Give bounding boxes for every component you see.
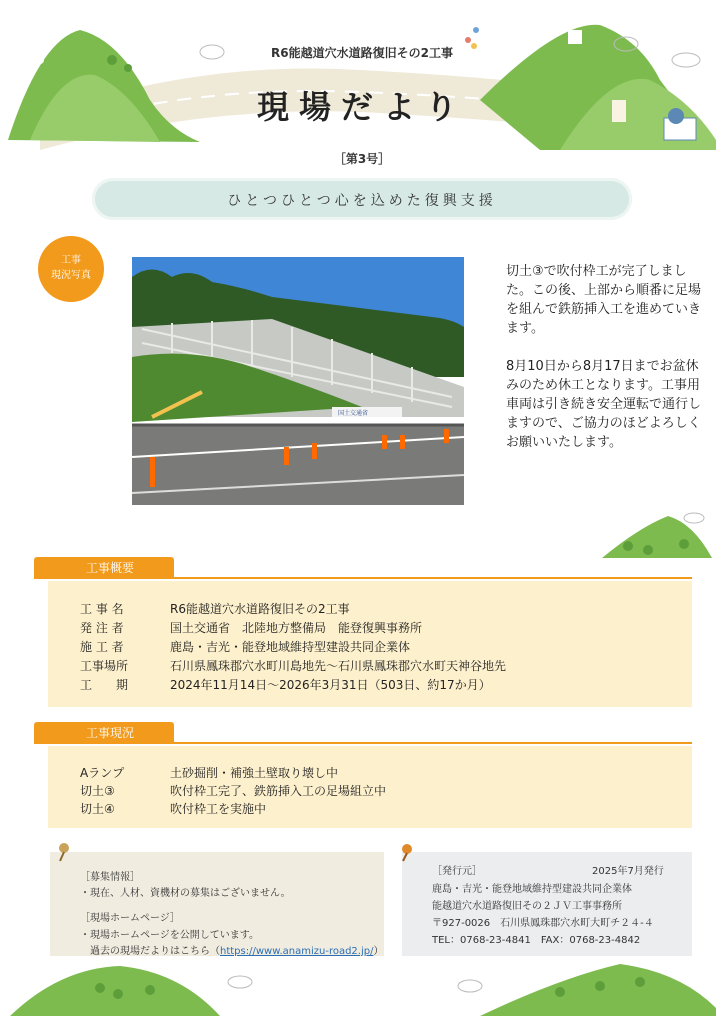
report-paragraph-1: 切土③で吹付枠工が完了しました。この後、上部から順番に足場を組んで鉄筋挿入工を進めていきます。	[506, 264, 702, 336]
homepage-heading: ［現場ホームページ］	[80, 913, 180, 924]
overview-label: 工 事 名	[80, 602, 124, 616]
project-subtitle: R6能越道穴水道路復旧その2工事	[271, 46, 453, 60]
homepage-link-prefix: 過去の現場だよりはこちら（	[90, 946, 220, 957]
footer-landscape-illustration	[0, 958, 724, 1024]
photo-sign-text: 国土交通省	[338, 410, 369, 417]
homepage-link-line	[90, 942, 383, 957]
slogan-banner	[92, 178, 632, 220]
progress-report	[506, 262, 706, 471]
status-label: Aランプ	[80, 766, 125, 780]
publisher-heading: ［発行元］	[432, 866, 482, 877]
issue-number: ［第3号］	[333, 152, 391, 166]
small-hill-illustration	[598, 508, 716, 564]
recruit-line: ・現在、人材、資機材の募集はございません。	[80, 888, 291, 899]
publisher-line: 鹿島・吉光・能登地域維持型建設共同企業体	[432, 884, 632, 895]
report-paragraph-2: 8月10日から8月17日までお盆休みのため休工となります。工事用車両は引き続き安全運転で通行しますので、ご協力のほどよろしくお願いいたします。	[506, 359, 702, 450]
homepage-link[interactable]: https://www.anamizu-road2.jp/	[220, 946, 374, 957]
overview-value: R6能越道穴水道路復旧その2工事	[170, 602, 350, 616]
status-divider	[34, 742, 692, 744]
site-photo	[132, 257, 464, 505]
overview-value: 石川県鳳珠郡穴水町川島地先～石川県鳳珠郡穴水町天神谷地先	[170, 659, 507, 673]
overview-value: 国土交通省 北陸地方整備局 能登復興事務所	[170, 621, 423, 635]
photo-section-badge	[38, 236, 104, 302]
overview-label: 施 工 者	[80, 640, 124, 654]
slogan-text: ひとつひとつ心を込めた復興支援	[227, 193, 497, 209]
overview-value: 2024年11月14日～2026年3月31日（503日、約17か月）	[170, 678, 491, 692]
overview-divider	[34, 577, 692, 579]
publisher-contact: TEL：0768-23-4841 FAX：0768-23-4842	[432, 935, 641, 946]
recruit-heading: ［募集情報］	[80, 872, 140, 883]
overview-value: 鹿島・吉光・能登地域維持型建設共同企業体	[170, 640, 411, 654]
status-value: 土砂掘削・補強土壁取り壊し中	[170, 766, 339, 780]
badge-line2: 現況写真	[51, 270, 91, 281]
status-value: 吹付枠工を実施中	[170, 802, 267, 816]
badge-line1: 工事	[61, 255, 81, 266]
pushpin-icon	[56, 842, 72, 862]
publish-date: 2025年7月発行	[592, 866, 664, 877]
publisher-address: 〒927-0026 石川県鳳珠郡穴水町大町チ２４-４	[432, 918, 654, 929]
page-title: 現場だより	[256, 88, 467, 126]
status-tab: 工事現況	[34, 722, 174, 744]
publisher-line: 能越道穴水道路復旧その２ＪＶ工事事務所	[432, 901, 622, 912]
status-label: 切土③	[80, 784, 115, 798]
overview-label: 発 注 者	[80, 621, 124, 635]
overview-label: 工事場所	[80, 659, 129, 673]
homepage-link-suffix: ）	[373, 946, 384, 957]
homepage-line: ・現場ホームページを公開しています。	[80, 930, 259, 941]
status-label: 切土④	[80, 802, 115, 816]
pushpin-icon	[398, 842, 416, 862]
overview-label: 工 期	[80, 678, 129, 692]
overview-tab: 工事概要	[34, 557, 174, 579]
header-landscape-illustration	[0, 0, 724, 160]
status-value: 吹付枠工完了、鉄筋挿入工の足場組立中	[170, 784, 387, 798]
